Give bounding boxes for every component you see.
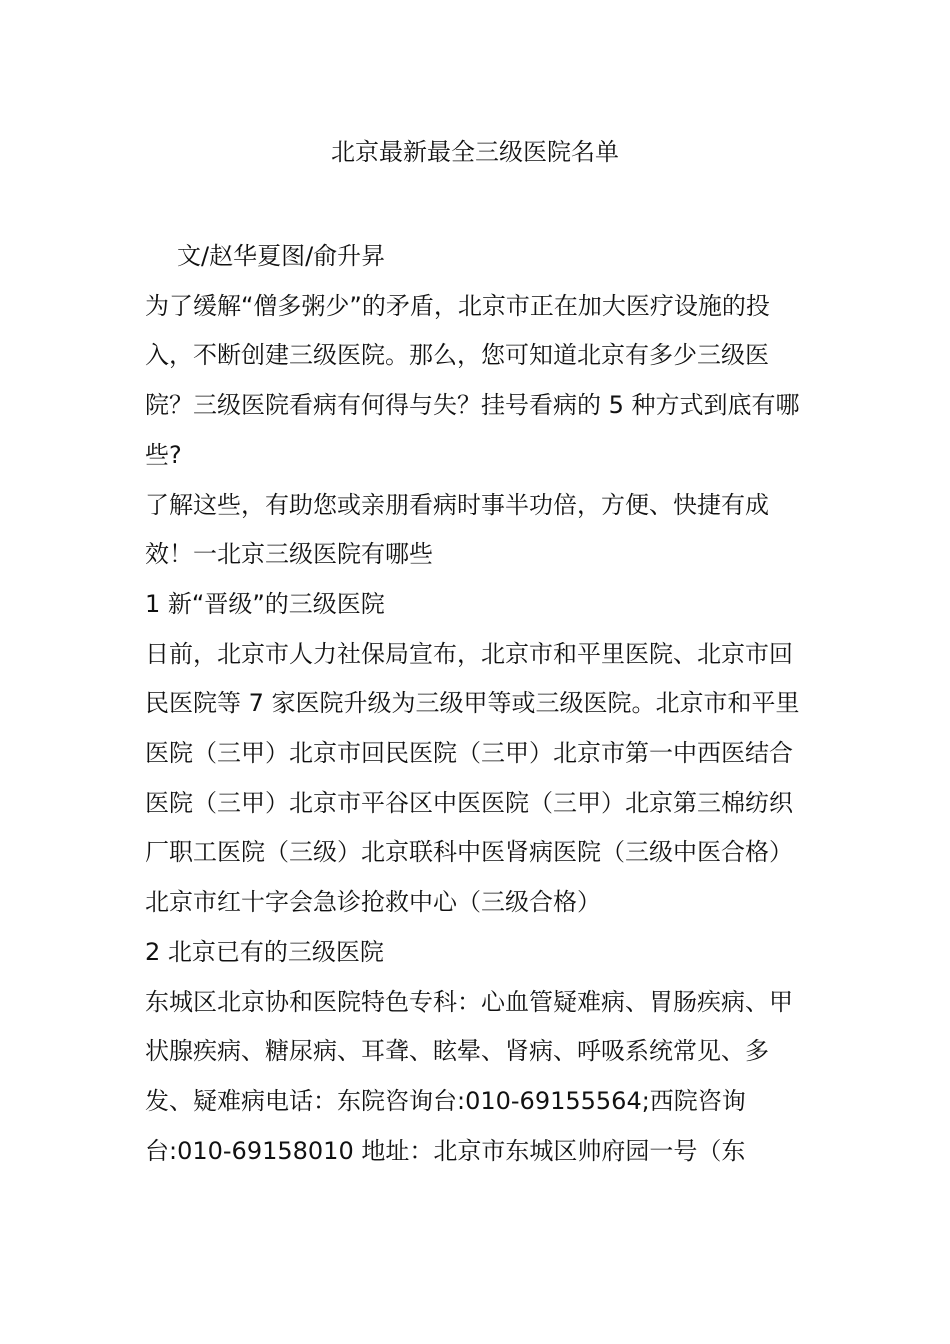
document-body xyxy=(145,232,810,1176)
section-heading-existing-hospitals: 2 北京已有的三级医院 xyxy=(145,937,384,966)
document-title: 北京最新最全三级医院名单 xyxy=(331,138,619,166)
section-heading-new-hospitals: 1 新“晋级”的三级医院 xyxy=(145,589,385,618)
paragraph-intro: 为了缓解“僧多粥少”的矛盾，北京市正在加大医疗设施的投入，不断创建三级医院。那么，您可知道北京有多少三级医院？三级医院看病有何得与失？挂号看病的 5 种方式到底有哪些? xyxy=(145,291,800,469)
paragraph-existing-hospitals: 东城区北京协和医院特色专科：心血管疑难病、胃肠疾病、甲状腺疾病、糖尿病、耳聋、眩晕、肾病、呼吸系统常见、多发、疑难病电话：东院咨询台:010-69155564;西院咨询台:010-69158010 地址：北京市东城区帅府园一号（东 xyxy=(145,987,793,1165)
paragraph-benefit: 了解这些，有助您或亲朋看病时事半功倍，方便、快捷有成效！一北京三级医院有哪些 xyxy=(145,490,769,569)
byline: 文/赵华夏图/俞升昇 xyxy=(177,242,386,270)
paragraph-new-hospitals: 日前，北京市人力社保局宣布，北京市和平里医院、北京市回民医院等 7 家医院升级为三级甲等或三级医院。北京市和平里医院（三甲）北京市回民医院（三甲）北京市第一中西医结合医院（三甲）北京市平谷区中医医院（三甲）北京第三棉纺织厂职工医院（三级）北京联科中医肾病医院（三级中医合格）北京市红十字会急诊抢救中心（三级合格） xyxy=(145,639,800,917)
